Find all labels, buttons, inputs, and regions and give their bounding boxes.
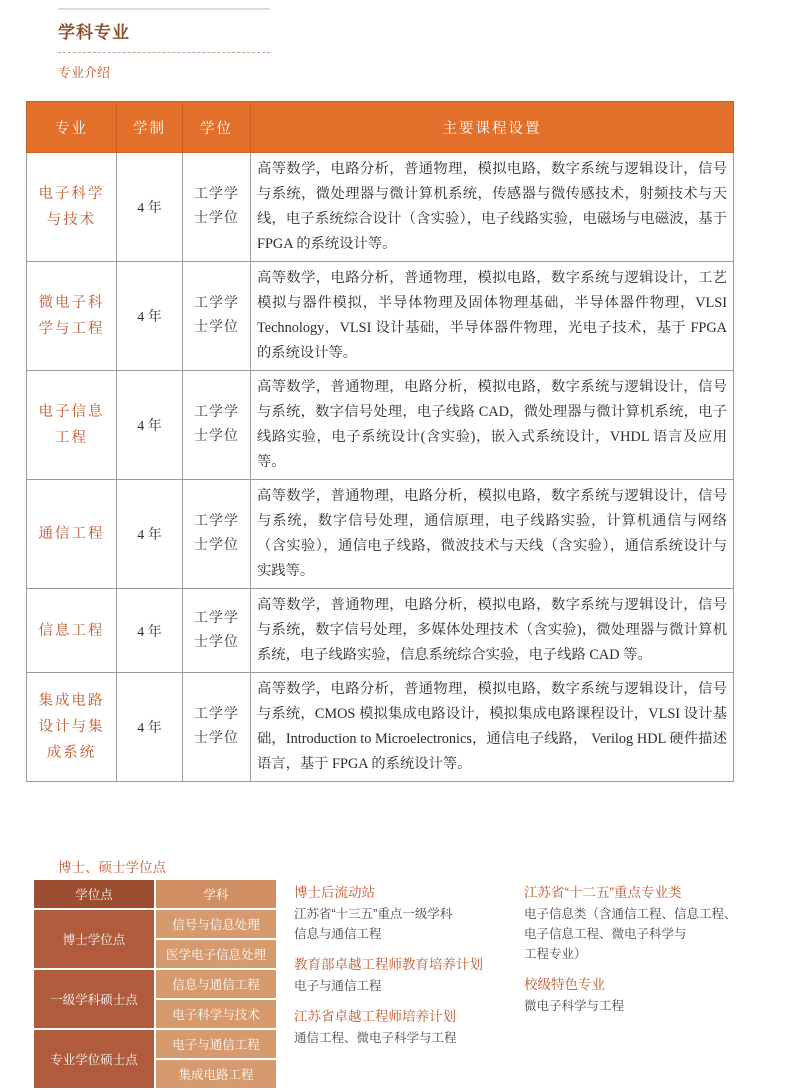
table-header-years: 学制 bbox=[117, 102, 183, 153]
top-divider bbox=[58, 8, 270, 10]
degree-points-title: 博士、硕士学位点 bbox=[58, 860, 166, 875]
cell-major: 集成电路设计与集成系统 bbox=[27, 673, 117, 782]
info-block bbox=[524, 882, 759, 964]
cell-courses: 高等数学，普通物理，电路分析，模拟电路，数字系统与逻辑设计，信号与系统，数字信号处理，通信原理，电子线路实验，计算机通信与网络（含实验），通信电子线路，微波技术与天线（含实验），通信系统设计与实践等。 bbox=[251, 480, 734, 589]
degree-header-point: 学位点 bbox=[34, 880, 154, 908]
cell-years: 4 年 bbox=[117, 371, 183, 480]
cell-years: 4 年 bbox=[117, 589, 183, 673]
info-block-line: 电子信息工程、微电子科学与 bbox=[524, 927, 687, 941]
table-header-major: 专业 bbox=[27, 102, 117, 153]
table-header-degree: 学位 bbox=[183, 102, 251, 153]
degree-middle-column bbox=[294, 882, 524, 1058]
degree-point-label: 博士学位点 bbox=[34, 910, 154, 968]
cell-major: 信息工程 bbox=[27, 589, 117, 673]
cell-courses: 高等数学，普通物理，电路分析，模拟电路，数字系统与逻辑设计，信号与系统，数字信号处理，电子线路 CAD，微处理器与微计算机系统，电子线路实验，电子系统设计(含实验)，嵌入式系统设计，VHDL 语言及应用等。 bbox=[251, 371, 734, 480]
degree-row bbox=[34, 970, 276, 998]
info-block-line: 信息与通信工程 bbox=[294, 927, 382, 941]
cell-courses: 高等数学，电路分析，普通物理，模拟电路，数字系统与逻辑设计，信号与系统，微处理器与微计算机系统，传感器与微传感技术，射频技术与天线，电子系统综合设计（含实验），电子线路实验，电磁场与电磁波，基于 FPGA 的系统设计等。 bbox=[251, 153, 734, 262]
major-table bbox=[26, 101, 734, 782]
degree-point-label: 一级学科硕士点 bbox=[34, 970, 154, 1028]
degree-discipline: 电子科学与技术 bbox=[156, 1000, 276, 1028]
cell-degree: 工学学士学位 bbox=[183, 153, 251, 262]
cell-courses: 高等数学，电路分析，普通物理，模拟电路，数字系统与逻辑设计，信号与系统，CMOS 模拟集成电路设计，模拟集成电路课程设计，VLSI 设计基础，Introduction to Microelectronics，通信电子线路， Verilog HDL 硬件描述语言，基于 FPGA 的系统设计等。 bbox=[251, 673, 734, 782]
cell-years: 4 年 bbox=[117, 153, 183, 262]
info-block-title: 江苏省卓越工程师培养计划 bbox=[294, 1009, 456, 1024]
cell-degree: 工学学士学位 bbox=[183, 673, 251, 782]
degree-discipline: 信息与通信工程 bbox=[156, 970, 276, 998]
degree-row bbox=[34, 910, 276, 938]
degree-discipline: 信号与信息处理 bbox=[156, 910, 276, 938]
degree-header-discipline: 学科 bbox=[156, 880, 276, 908]
cell-years: 4 年 bbox=[117, 480, 183, 589]
cell-major: 微电子科学与工程 bbox=[27, 262, 117, 371]
degree-discipline: 医学电子信息处理 bbox=[156, 940, 276, 968]
info-block-title: 校级特色专业 bbox=[524, 977, 605, 992]
info-block bbox=[294, 954, 524, 996]
cell-degree: 工学学士学位 bbox=[183, 589, 251, 673]
cell-years: 4 年 bbox=[117, 673, 183, 782]
info-block-title: 教育部卓越工程师教育培养计划 bbox=[294, 957, 483, 972]
cell-courses: 高等数学，普通物理，电路分析，模拟电路，数字系统与逻辑设计，信号与系统，数字信号处理，多媒体处理技术（含实验)，微处理器与微计算机系统，电子线路实验，信息系统综合实验，电子线路 CAD 等。 bbox=[251, 589, 734, 673]
degree-discipline: 集成电路工程 bbox=[156, 1060, 276, 1088]
cell-major: 通信工程 bbox=[27, 480, 117, 589]
info-block-line: 电子信息类（含通信工程、信息工程、 bbox=[524, 907, 737, 921]
cell-major: 电子科学与技术 bbox=[27, 153, 117, 262]
table-row bbox=[27, 371, 734, 480]
section-subtitle: 专业介绍 bbox=[58, 65, 111, 80]
table-header-row bbox=[27, 102, 734, 153]
degree-points-table bbox=[32, 878, 278, 1090]
degree-discipline: 电子与通信工程 bbox=[156, 1030, 276, 1058]
table-row bbox=[27, 262, 734, 371]
table-row bbox=[27, 589, 734, 673]
info-block bbox=[294, 882, 524, 944]
degree-right-column bbox=[524, 882, 759, 1026]
cell-degree: 工学学士学位 bbox=[183, 480, 251, 589]
degree-row bbox=[34, 1030, 276, 1058]
dashed-divider bbox=[58, 52, 270, 53]
info-block-title: 江苏省“十二五”重点专业类 bbox=[524, 885, 682, 900]
cell-degree: 工学学士学位 bbox=[183, 262, 251, 371]
cell-degree: 工学学士学位 bbox=[183, 371, 251, 480]
info-block-line: 电子与通信工程 bbox=[294, 979, 382, 993]
table-row bbox=[27, 153, 734, 262]
cell-major: 电子信息工程 bbox=[27, 371, 117, 480]
degree-point-label: 专业学位硕士点 bbox=[34, 1030, 154, 1088]
cell-courses: 高等数学，电路分析，普通物理，模拟电路，数字系统与逻辑设计，工艺模拟与器件模拟，半导体物理及固体物理基础，半导体器件物理，VLSI Technology，VLSI 设计基础，半导体器件物理，光电子技术，基于 FPGA 的系统设计等。 bbox=[251, 262, 734, 371]
info-block-line: 工程专业） bbox=[524, 947, 587, 961]
info-block-line: 江苏省“十三五”重点一级学科 bbox=[294, 907, 453, 921]
degree-header-row bbox=[34, 880, 276, 908]
table-row bbox=[27, 480, 734, 589]
table-row bbox=[27, 673, 734, 782]
info-block-title: 博士后流动站 bbox=[294, 885, 375, 900]
page-title: 学科专业 bbox=[58, 23, 130, 42]
degree-points-section bbox=[32, 878, 752, 1082]
info-block-line: 微电子科学与工程 bbox=[524, 999, 625, 1013]
cell-years: 4 年 bbox=[117, 262, 183, 371]
table-header-courses: 主要课程设置 bbox=[251, 102, 734, 153]
info-block-line: 通信工程、微电子科学与工程 bbox=[294, 1031, 457, 1045]
info-block bbox=[524, 974, 759, 1016]
info-block bbox=[294, 1006, 524, 1048]
